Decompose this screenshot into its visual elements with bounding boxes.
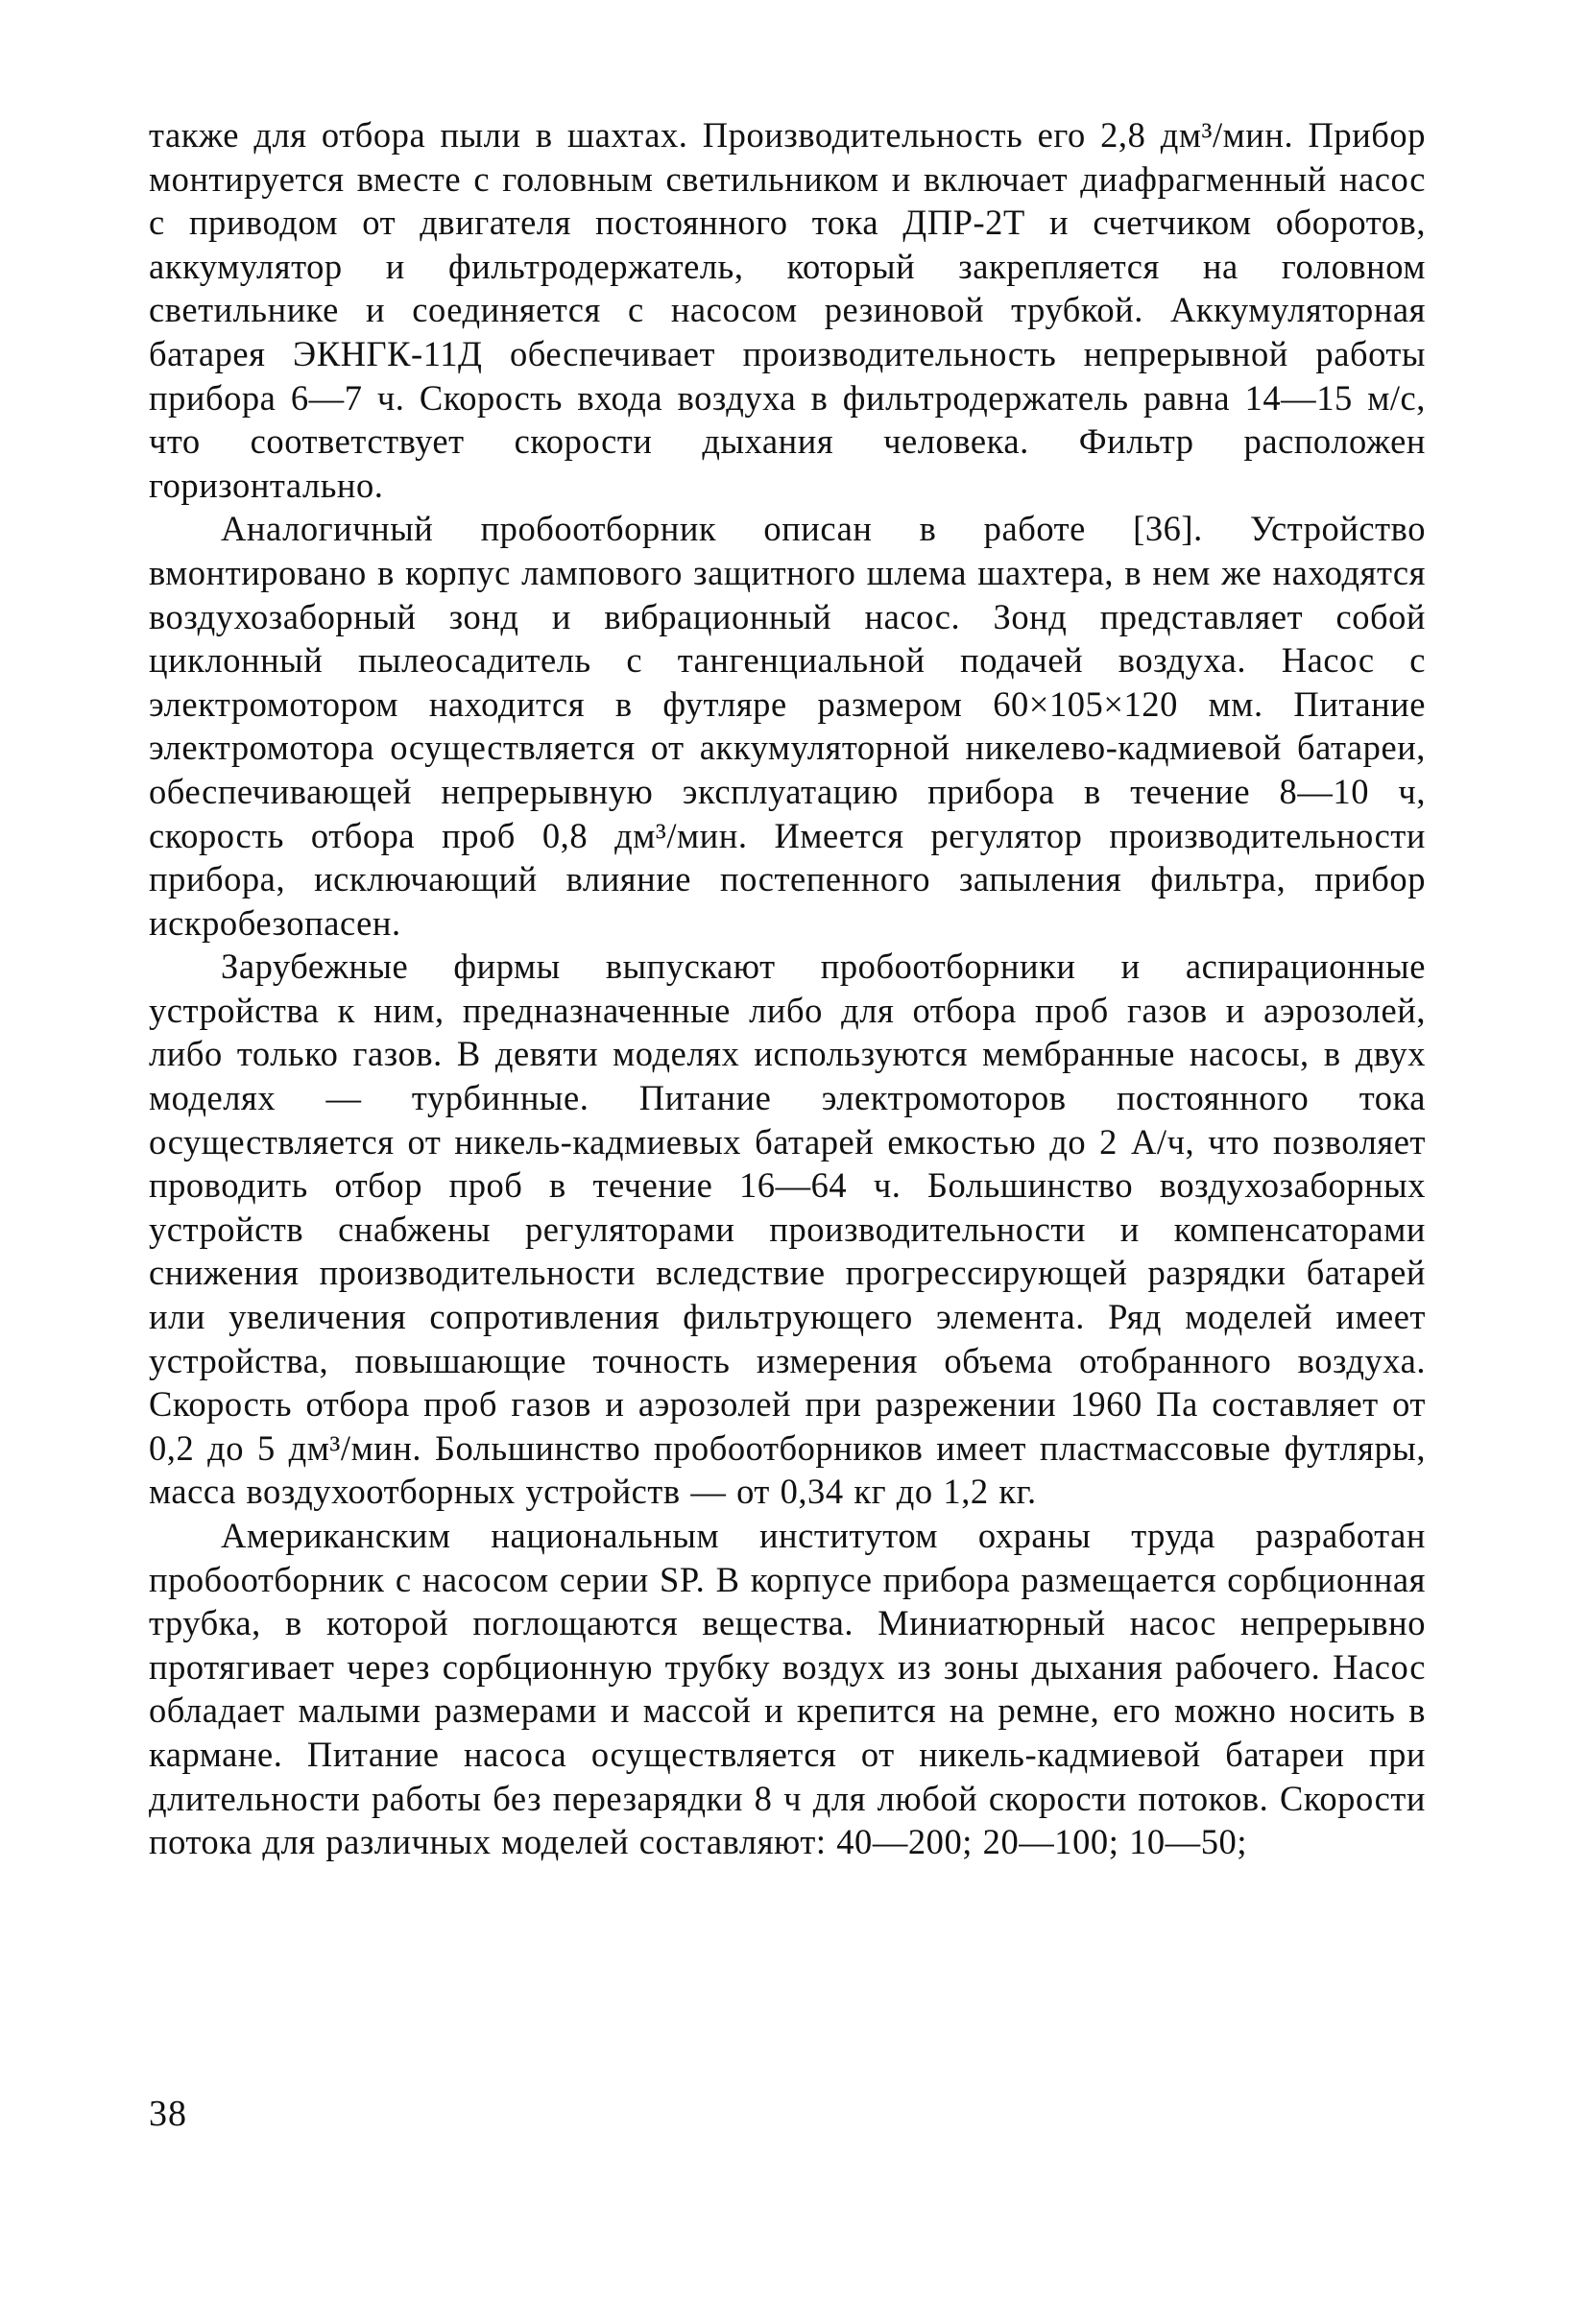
paragraph-1: также для отбора пыли в шахтах. Производительность его 2,8 дм³/мин. Прибор монтируется вместе с головным светильником и включает диафрагменный насос с приводом от двигателя постоянного тока ДПР-2Т и счетчиком оборотов, аккумулятор и фильтродержатель, который закрепляется на головном светильнике и соединяется с насосом резиновой трубкой. Аккумуляторная батарея ЭКНГК-11Д обеспечивает производительность непрерывной работы прибора 6—7 ч. Скорость входа воздуха в фильтродержатель равна 14—15 м/с, что соответствует скорости дыхания человека. Фильтр расположен горизонтально. — [149, 115, 1426, 505]
body-text — [149, 113, 1426, 1864]
paragraph-4: Американским национальным институтом охраны труда разработан пробоотборник с насосом серии SP. В корпусе прибора размещается сорбционная трубка, в которой поглощаются вещества. Миниатюрный насос непрерывно протягивает через сорбционную трубку воздух из зоны дыхания рабочего. Насос обладает малыми размерами и массой и крепится на ремне, его можно носить в кармане. Питание насоса осуществляется от никель-кадмиевой батареи при длительности работы без перезарядки 8 ч для любой скорости потоков. Скорости потока для различных моделей составляют: 40—200; 20—100; 10—50; — [149, 1516, 1426, 1862]
page-number: 38 — [149, 2094, 187, 2134]
paragraph-2: Аналогичный пробоотборник описан в работе [36]. Устройство вмонтировано в корпус лампового защитного шлема шахтера, в нем же находятся воздухозаборный зонд и вибрационный насос. Зонд представляет собой циклонный пылеосадитель с тангенциальной подачей воздуха. Насос с электромотором находится в футляре размером 60×105×120 мм. Питание электромотора осуществляется от аккумуляторной никелево-кадмиевой батареи, обеспечивающей непрерывную эксплуатацию прибора в течение 8—10 ч, скорость отбора проб 0,8 дм³/мин. Имеется регулятор производительности прибора, исключающий влияние постепенного запыления фильтра, прибор искробезопасен. — [149, 509, 1426, 943]
paragraph-3: Зарубежные фирмы выпускают пробоотборники и аспирационные устройства к ним, предназначенные либо для отбора проб газов и аэрозолей, либо только газов. В девяти моделях используются мембранные насосы, в двух моделях — турбинные. Питание электромоторов постоянного тока осуществляется от никель-кадмиевых батарей емкостью до 2 А/ч, что позволяет проводить отбор проб в течение 16—64 ч. Большинство воздухозаборных устройств снабжены регуляторами производительности и компенсаторами снижения производительности вследствие прогрессирующей разрядки батарей или увеличения сопротивления фильтрующего элемента. Ряд моделей имеет устройства, повышающие точность измерения объема отобранного воздуха. Скорость отбора проб газов и аэрозолей при разрежении 1960 Па составляет от 0,2 до 5 дм³/мин. Большинство пробоотборников имеет пластмассовые футляры, масса воздухоотборных устройств — от 0,34 кг до 1,2 кг. — [149, 946, 1426, 1512]
